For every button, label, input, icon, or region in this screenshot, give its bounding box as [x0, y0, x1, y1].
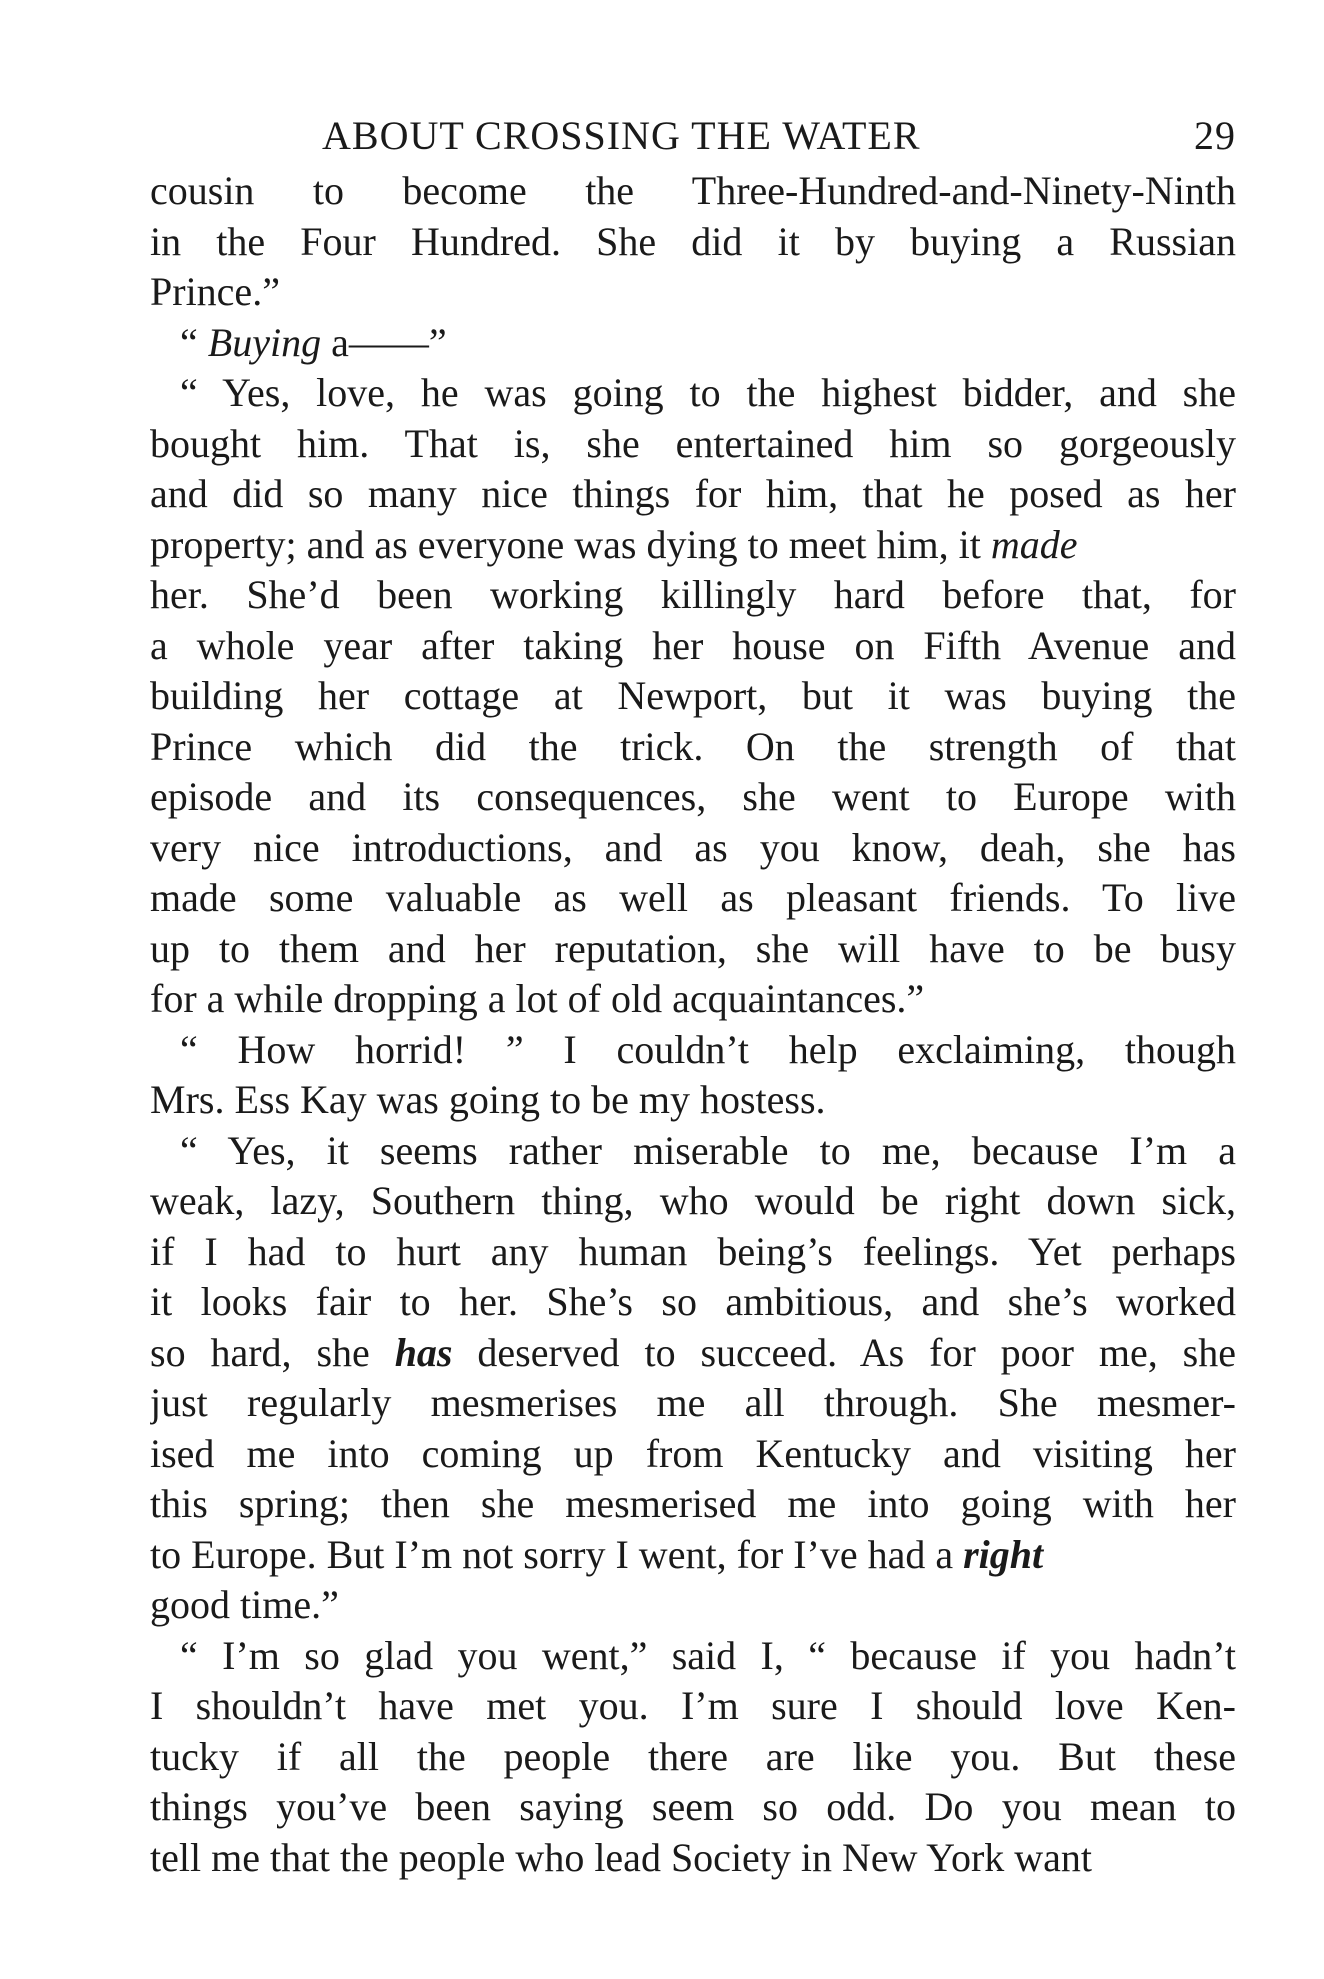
emphasis-text: right	[963, 1531, 1044, 1577]
emphasis-text: Buying	[207, 319, 322, 365]
text-line: things you’ve been saying seem so odd. Do you mean to	[150, 1784, 1236, 1829]
text-segment: property; and as everyone was dying to meet him, it	[150, 521, 991, 567]
text-line	[150, 520, 1236, 571]
text-line: I shouldn’t have met you. I’m sure I should love Ken-	[150, 1683, 1236, 1728]
text-line: very nice introductions, and as you know, deah, she has	[150, 824, 1236, 870]
text-line: tucky if all the people there are like you. But these	[150, 1733, 1236, 1779]
text-segment: to Europe. But I’m not sorry I went, for I’ve had a	[150, 1531, 964, 1577]
text-line	[150, 1328, 1236, 1379]
text-line: for a while dropping a lot of old acquaintances.”	[150, 976, 925, 1021]
emphasis-text: made	[990, 521, 1078, 567]
text-line: and did so many nice things for him, that he posed as her	[150, 471, 1236, 516]
text-line: if I had to hurt any human being’s feelings. Yet perhaps	[150, 1228, 1236, 1274]
text-line: a whole year after taking her house on Fifth Avenue and	[150, 622, 1236, 668]
text-line	[150, 318, 1236, 369]
text-line: just regularly mesmerises me all through. She mesmer-	[150, 1380, 1236, 1425]
running-title: ABOUT CROSSING THE WATER	[322, 113, 921, 158]
text-line: Mrs. Ess Kay was going to be my hostess.	[150, 1077, 826, 1122]
text-line: made some valuable as well as pleasant friends. To live	[150, 875, 1236, 920]
text-line: in the Four Hundred. She did it by buying a Russian	[150, 218, 1236, 264]
text-line	[150, 1530, 1236, 1581]
text-segment: so hard, she	[150, 1329, 395, 1375]
text-segment: “	[180, 319, 208, 365]
text-line: weak, lazy, Southern thing, who would be right down sick,	[150, 1178, 1236, 1223]
text-line: “ How horrid! ” I couldn’t help exclaiming, though	[180, 1026, 1236, 1072]
text-line: tell me that the people who lead Society in New York want	[150, 1834, 1093, 1880]
running-head	[150, 108, 1236, 164]
text-line: “ I’m so glad you went,” said I, “ because if you hadn’t	[180, 1632, 1236, 1678]
text-line: episode and its consequences, she went to Europe with	[150, 774, 1236, 819]
text-line: her. She’d been working killingly hard before that, for	[150, 572, 1236, 617]
text-segment: a——”	[321, 319, 447, 365]
page-number: 29	[1194, 113, 1236, 158]
text-line: building her cottage at Newport, but it was buying the	[150, 673, 1236, 718]
text-line: “ Yes, love, he was going to the highest bidder, and she	[180, 370, 1236, 415]
text-line: “ Yes, it seems rather miserable to me, because I’m a	[180, 1127, 1236, 1173]
text-line: cousin to become the Three-Hundred-and-Ninety-Ninth	[150, 168, 1236, 213]
book-page	[150, 108, 1236, 1883]
text-line: good time.”	[150, 1582, 339, 1627]
text-line: ised me into coming up from Kentucky and visiting her	[150, 1430, 1236, 1476]
emphasis-text: has	[394, 1329, 453, 1375]
text-line: Prince.”	[150, 269, 280, 314]
text-line: up to them and her reputation, she will have to be busy	[150, 925, 1236, 971]
text-line: Prince which did the trick. On the strength of that	[150, 723, 1236, 769]
text-line: bought him. That is, she entertained him so gorgeously	[150, 420, 1236, 466]
text-line: this spring; then she mesmerised me into going with her	[150, 1481, 1236, 1526]
text-line: it looks fair to her. She’s so ambitious, and she’s worked	[150, 1279, 1236, 1324]
text-segment: deserved to succeed. As for poor me, she	[452, 1329, 1236, 1375]
body-text	[150, 166, 1236, 1883]
